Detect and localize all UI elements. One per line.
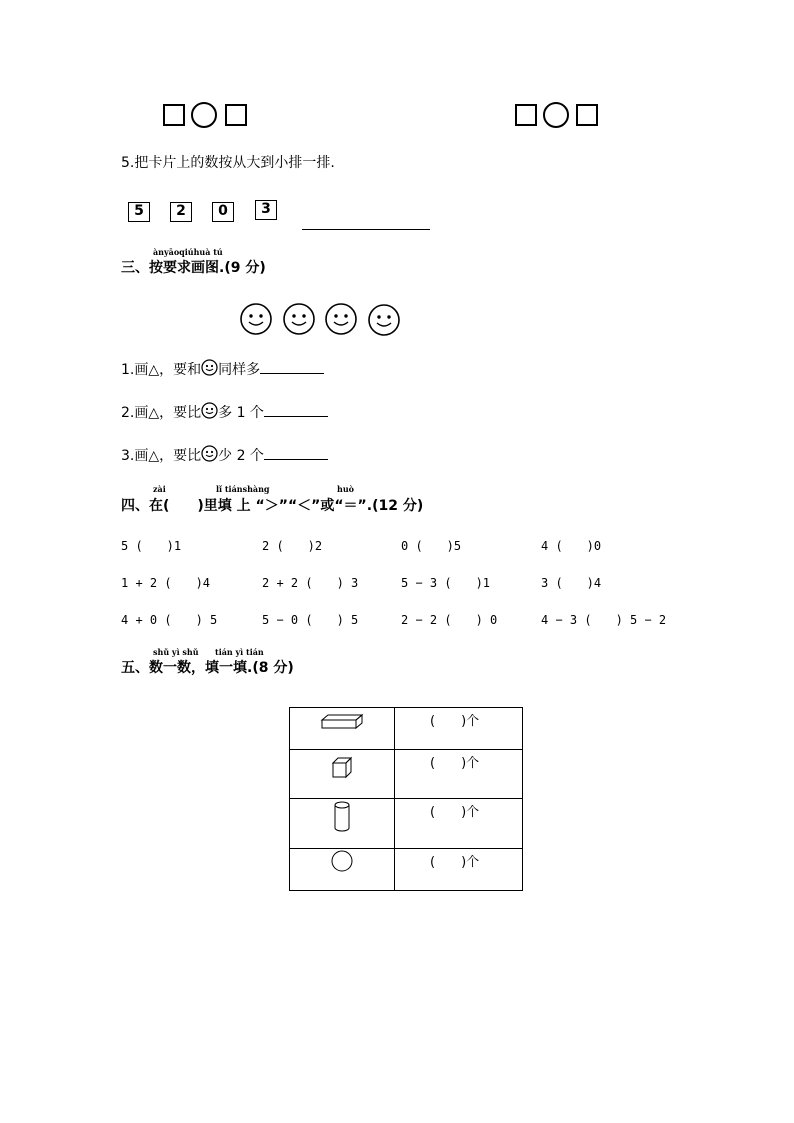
table-row — [290, 799, 523, 849]
answer-box[interactable] — [225, 104, 247, 126]
shape-cell — [290, 799, 395, 849]
smiley-face-icon — [201, 402, 218, 419]
shape-count-table — [289, 707, 523, 891]
pinyin-annotation: ànyāoqiúhuà tú — [153, 247, 223, 257]
compare-item[interactable]: 0 ( )5 — [401, 539, 462, 553]
question-text: 3.画△，要比 — [121, 448, 202, 464]
compare-item[interactable]: 4 − 3 ( ) 5 − 2 — [541, 613, 667, 627]
pinyin-annotation: shǔ yì shǔ — [153, 647, 199, 657]
cylinder-icon — [333, 801, 351, 833]
answer-cell[interactable]: ( )个 — [395, 708, 523, 750]
smiley-face-icon — [239, 302, 273, 336]
pinyin-annotation: lǐ tiánshàng — [216, 484, 270, 494]
q5-label: 5.把卡片上的数按从大到小排一排. — [121, 155, 335, 171]
compare-item[interactable]: 1 + 2 ( )4 — [121, 576, 211, 590]
question-text: 1.画△，要和 — [121, 362, 202, 378]
number-card: 5 — [128, 202, 150, 222]
shape-cell — [290, 750, 395, 799]
question-text: 少 2 个 — [218, 448, 264, 464]
symbol-circle[interactable] — [191, 102, 217, 128]
number-card: 0 — [212, 202, 234, 222]
compare-item[interactable]: 4 ( )0 — [541, 539, 602, 553]
answer-line[interactable] — [260, 361, 324, 374]
answer-box[interactable] — [163, 104, 185, 126]
sphere-icon — [330, 849, 354, 873]
cube-icon — [331, 756, 353, 780]
pinyin-annotation: zài — [153, 484, 166, 494]
compare-item[interactable]: 5 − 0 ( ) 5 — [262, 613, 359, 627]
smiley-face-icon — [367, 303, 401, 337]
compare-item[interactable]: 2 ( )2 — [262, 539, 323, 553]
compare-item[interactable]: 2 − 2 ( ) 0 — [401, 613, 498, 627]
question-text: 2.画△，要比 — [121, 405, 202, 421]
compare-item[interactable]: 4 + 0 ( ) 5 — [121, 613, 218, 627]
number-card: 2 — [170, 202, 192, 222]
shape-cell — [290, 849, 395, 891]
section3-question-1 — [121, 359, 324, 379]
symbol-circle[interactable] — [543, 102, 569, 128]
smiley-face-icon — [201, 359, 218, 376]
pinyin-annotation: tián yì tián — [215, 647, 264, 657]
compare-item[interactable]: 5 − 3 ( )1 — [401, 576, 491, 590]
answer-line[interactable] — [264, 447, 328, 460]
cuboid-icon — [320, 712, 364, 732]
section3-title: 三、按要求画图.(9 分) — [121, 260, 266, 276]
section3-question-2 — [121, 402, 328, 422]
compare-item[interactable]: 2 + 2 ( ) 3 — [262, 576, 359, 590]
table-row — [290, 849, 523, 891]
answer-box[interactable] — [515, 104, 537, 126]
section5-title: 五、数一数，填一填.(8 分) — [121, 660, 294, 676]
shape-cell — [290, 708, 395, 750]
answer-line[interactable] — [264, 404, 328, 417]
section4-title: 四、在( )里填 上 “＞”“＜”或“＝”.(12 分) — [121, 498, 424, 514]
number-card: 3 — [255, 200, 277, 220]
answer-box[interactable] — [576, 104, 598, 126]
smiley-face-icon — [201, 445, 218, 462]
answer-line[interactable] — [302, 229, 430, 230]
answer-cell[interactable]: ( )个 — [395, 849, 523, 891]
table-row — [290, 750, 523, 799]
answer-cell[interactable]: ( )个 — [395, 750, 523, 799]
smiley-face-icon — [282, 302, 316, 336]
smiley-face-icon — [324, 302, 358, 336]
question-text: 多 1 个 — [218, 405, 264, 421]
compare-item[interactable]: 3 ( )4 — [541, 576, 602, 590]
answer-cell[interactable]: ( )个 — [395, 799, 523, 849]
table-row — [290, 708, 523, 750]
pinyin-annotation: huò — [337, 484, 354, 494]
compare-item[interactable]: 5 ( )1 — [121, 539, 182, 553]
section3-question-3 — [121, 445, 328, 465]
question-text: 同样多 — [218, 362, 261, 378]
